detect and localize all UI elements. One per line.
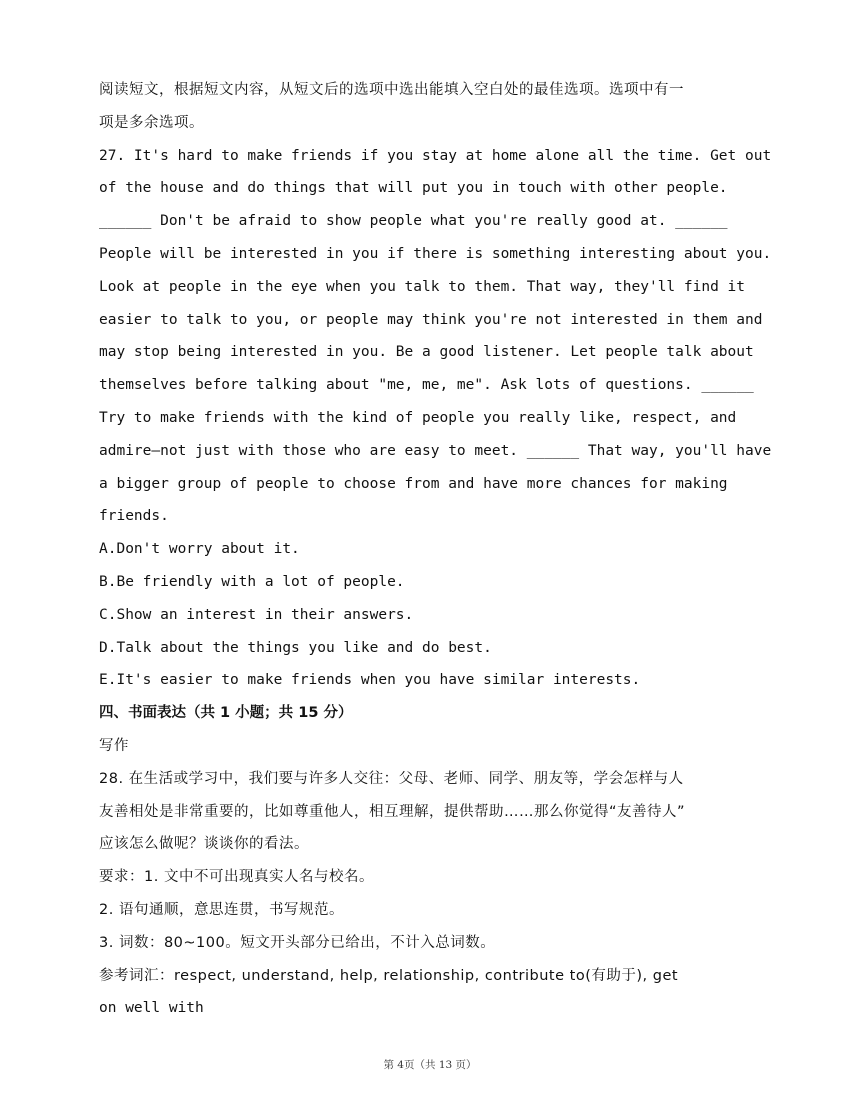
vocabulary-line: 参考词汇：respect, understand, help, relationship, contribute to(有助于), get (99, 967, 679, 984)
prompt-line: 友善相处是非常重要的，比如尊重他人，相互理解，提供帮助……那么你觉得“友善待人” (99, 803, 686, 820)
passage-line: of the house and do things that will put you in touch with other people. (99, 180, 728, 197)
instruction-line-2: 项是多余选项。 (99, 114, 204, 131)
requirement-line: 3. 词数：80~100。短文开头部分已给出，不计入总词数。 (99, 934, 496, 951)
requirement-line: 2. 语句通顺，意思连贯，书写规范。 (99, 901, 344, 918)
option-a: A.Don't worry about it. (99, 541, 300, 558)
passage-line: friends. (99, 508, 169, 525)
passage-line: 27. It's hard to make friends if you stay at home alone all the time. Get out (99, 147, 772, 164)
option-d: D.Talk about the things you like and do best. (99, 639, 492, 656)
section-heading: 四、书面表达（共 1 小题；共 15 分） (99, 705, 353, 722)
option-e: E.It's easier to make friends when you have similar interests. (99, 672, 641, 689)
vocabulary-line: on well with (99, 1000, 204, 1017)
passage-line: ______ Don't be afraid to show people what you're really good at. ______ (99, 213, 728, 230)
prompt-line: 28. 在生活或学习中，我们要与许多人交往：父母、老师、同学、朋友等，学会怎样与人 (99, 770, 684, 787)
instruction-line-1: 阅读短文，根据短文内容，从短文后的选项中选出能填入空白处的最佳选项。选项中有一 (99, 82, 684, 98)
passage-line: a bigger group of people to choose from and have more chances for making (99, 475, 728, 492)
passage-line: themselves before talking about "me, me, me". Ask lots of questions. ______ (99, 377, 754, 394)
page-number: 第 4页（共 13 页） (383, 1059, 477, 1071)
passage-line: easier to talk to you, or people may think you're not interested in them and (99, 311, 763, 328)
prompt-line: 应该怎么做呢？谈谈你的看法。 (99, 836, 309, 853)
page-content (99, 74, 779, 1025)
passage-line: People will be interested in you if there is something interesting about you. (99, 245, 772, 262)
question-27 (99, 140, 779, 698)
option-b: B.Be friendly with a lot of people. (99, 573, 405, 590)
section-label: 写作 (99, 737, 129, 754)
passage-line: Look at people in the eye when you talk to them. That way, they'll find it (99, 278, 746, 295)
requirement-line: 要求：1. 文中不可出现真实人名与校名。 (99, 869, 374, 886)
option-c: C.Show an interest in their answers. (99, 606, 414, 623)
passage-line: may stop being interested in you. Be a good listener. Let people talk about (99, 344, 754, 361)
question-28 (99, 763, 779, 1025)
passage-line: admire—not just with those who are easy to meet. ______ That way, you'll have (99, 442, 772, 459)
passage-line: Try to make friends with the kind of people you really like, respect, and (99, 409, 737, 426)
